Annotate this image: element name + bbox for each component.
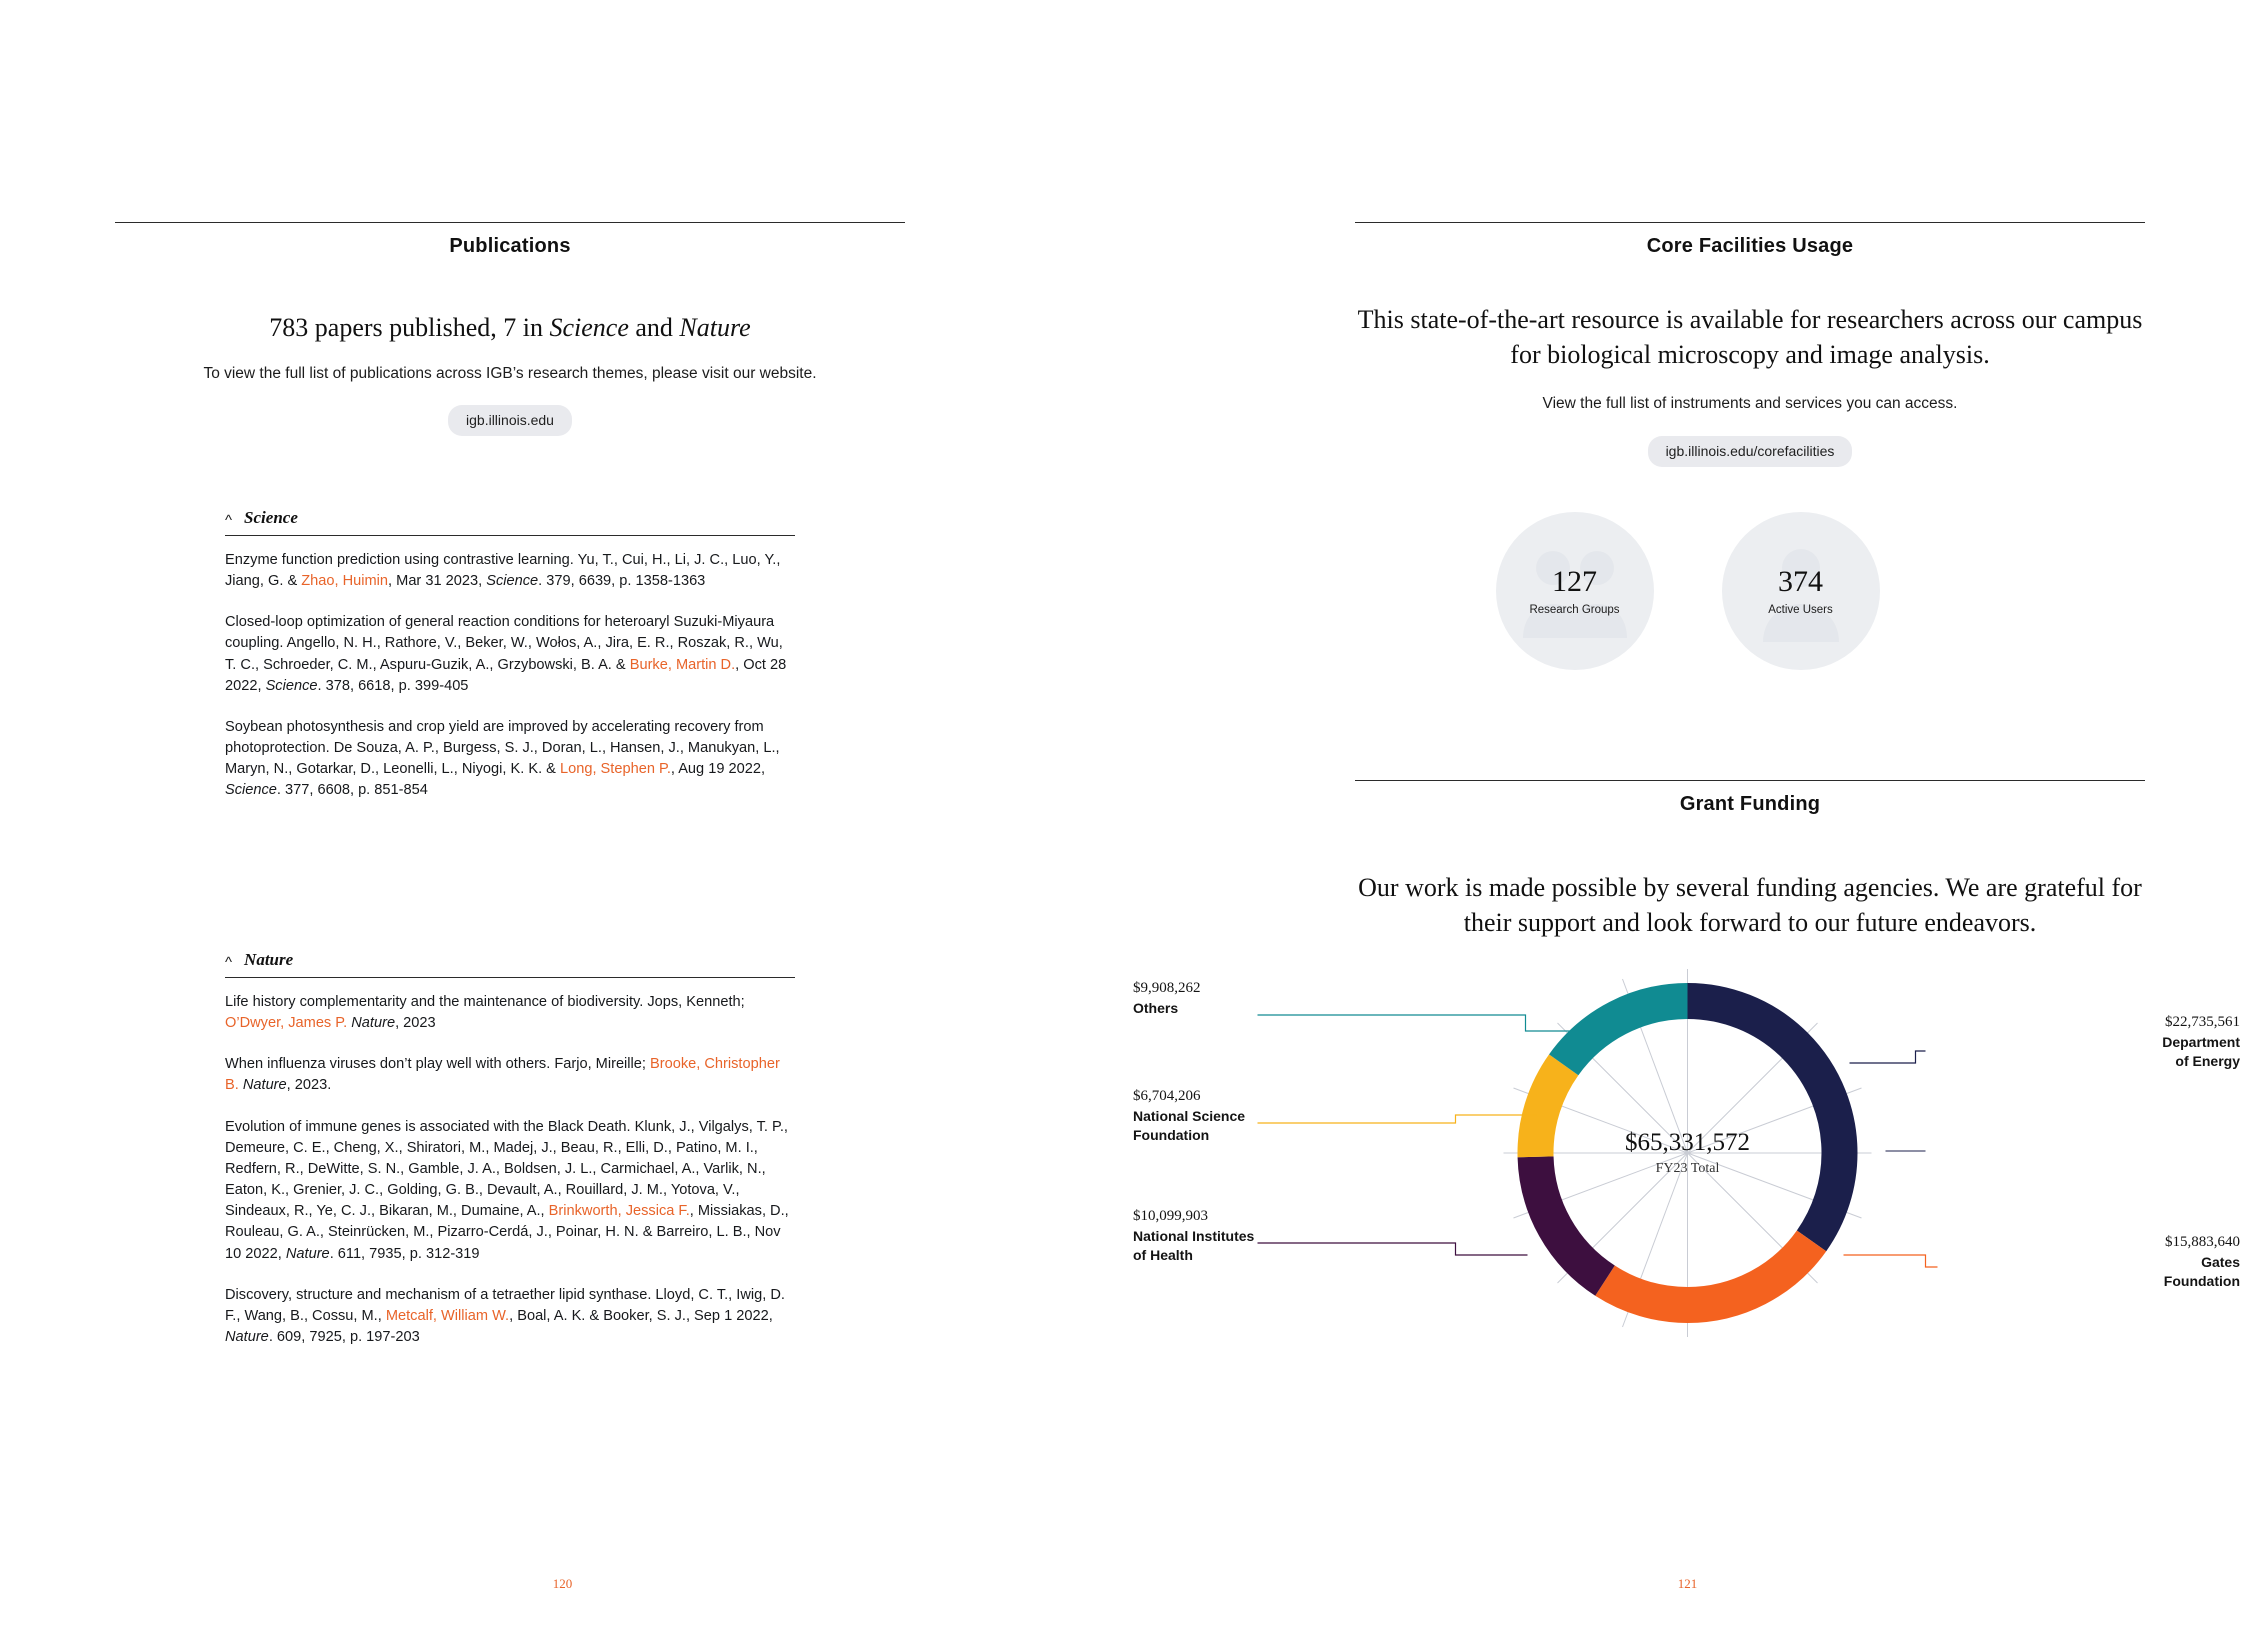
grant-funding-title: Grant Funding <box>1679 793 1821 815</box>
grant-funding-lede-text: Our work is made possible by several funding agencies. We are grateful for their support and look forward to our future endeavors. <box>1358 873 2142 938</box>
citation-highlighted-author[interactable]: Long, Stephen P. <box>559 761 671 778</box>
publication-group-nature <box>225 950 795 1348</box>
callout-national-institutes-of-health <box>1133 1207 1254 1264</box>
publications-subnote <box>115 365 905 383</box>
core-facilities-subnote <box>1355 395 2145 413</box>
list-item <box>225 992 795 1034</box>
header-rule <box>1355 780 2145 781</box>
citation-date: , Aug 19 2022, <box>670 761 766 778</box>
callout-others <box>1133 979 1201 1018</box>
citation-journal: Science <box>265 677 318 694</box>
citation-authors: Closed-loop optimization of general reaction conditions for heteroaryl Suzuki-Miyaura coupling. Angello, N. H., Rathore, V., Beker, W., Wołos, A., Jira, E. R., Roszak, R., Wu, T. C., Schroeder, C. M., Aspuru-Guzik, A., Grzybowski, B. A. & <box>225 614 783 673</box>
callout-name: National Institutes of Health <box>1133 1227 1255 1263</box>
website-link-pill[interactable]: igb.illinois.edu <box>448 405 572 436</box>
group-label-nature: Nature <box>244 950 294 969</box>
grant-funding-chart <box>1125 955 2250 1425</box>
citation-highlighted-author[interactable]: Burke, Martin D. <box>629 656 736 673</box>
callout-amount: $6,704,206 <box>1133 1088 1201 1104</box>
citation-highlighted-author[interactable]: Brinkworth, Jessica F. <box>548 1203 690 1220</box>
citation-journal: Nature <box>351 1015 396 1032</box>
core-facilities-link-wrap <box>1355 436 2145 467</box>
callout-amount: $22,735,561 <box>2165 1014 2240 1030</box>
publication-list-nature <box>225 992 795 1348</box>
core-facilities-title: Core Facilities Usage <box>1646 235 1854 257</box>
connector-doe <box>1849 1051 1925 1063</box>
citation-authors: Discovery, structure and mechanism of a tetraether lipid synthase. Lloyd, C. T., Iwig, D. F., Wang, B., Cossu, M., <box>225 1286 785 1324</box>
citation-date: , Mar 31 2023, <box>388 573 487 590</box>
core-facilities-subnote-text: View the full list of instruments and services you can access. <box>1542 395 1958 412</box>
citation-highlighted-author[interactable]: Metcalf, William W. <box>385 1307 510 1324</box>
list-item <box>225 612 795 697</box>
corefacilities-link-pill[interactable]: igb.illinois.edu/corefacilities <box>1648 436 1853 467</box>
citation-journal: Science <box>225 782 277 799</box>
citation-authors: Evolution of immune genes is associated with the Black Death. Klunk, J., Vilgalys, T. P., Demeure, C. E., Cheng, X., Shiratori, M., Madej, J., Beau, R., Elli, D., Patino, M. I., Redfern, R., DeWitte, S. N., Gamble, J. A., Boldsen, J. L., Carmichael, A., Varlik, N., Eaton, K., Grenier, J. C., Golding, G. B., Devault, A., Rouillard, J. M., Yotova, V., Sindeaux, R., Ye, C. J., Bikaran, M., Dumaine, A., <box>225 1118 788 1220</box>
citation-journal: Nature <box>225 1329 269 1346</box>
people-icon <box>1515 538 1635 663</box>
publications-header <box>115 222 905 258</box>
callout-amount: $10,099,903 <box>1133 1208 1208 1224</box>
citation-locator: . 377, 6608, p. 851-854 <box>276 782 428 799</box>
publication-list-science <box>225 550 795 802</box>
list-item <box>225 550 795 592</box>
callout-amount: $15,883,640 <box>2165 1234 2240 1250</box>
citation-authors: Enzyme function prediction using contrastive learning. Yu, T., Cui, H., Li, J. C., Luo, Y., Jiang, G. & <box>225 552 781 590</box>
right-page <box>1125 0 2250 1650</box>
core-facilities-lede-text: This state-of-the-art resource is available for researchers across our campus for biological microscopy and image analysis. <box>1357 305 2143 370</box>
page-number-left: 120 <box>552 1576 573 1591</box>
lede-prefix: 783 papers published, 7 in <box>269 313 550 342</box>
citation-locator: . 378, 6618, p. 399-405 <box>317 677 469 694</box>
citation-highlighted-author[interactable]: O’Dwyer, James P. <box>225 1015 348 1032</box>
citation-authors: When influenza viruses don’t play well with others. Farjo, Mireille; <box>225 1056 651 1073</box>
citation-locator: , 2023. <box>286 1077 332 1094</box>
donut-center-label <box>1625 1129 1750 1177</box>
grant-funding-header <box>1355 780 2145 816</box>
connector-others <box>1257 1015 1593 1031</box>
lede-mid: and <box>628 313 680 342</box>
publications-lede <box>115 310 905 345</box>
citation-highlighted-author[interactable]: Zhao, Huimin <box>301 573 389 590</box>
stat-caption: Active Users <box>1768 603 1833 616</box>
lede-italic-science: Science <box>549 313 629 342</box>
page-number-right: 121 <box>1677 1576 1698 1591</box>
citation-date: , Missiakas, D., Rouleau, G. A., Steinrücken, M., Pizarro-Cerdá, J., Poinar, H. N. & Barreiro, L. B., Nov 10 2022, <box>225 1203 789 1262</box>
stat-value: 374 <box>1778 564 1823 598</box>
core-facilities-header <box>1355 222 2145 258</box>
citation-journal: Nature <box>242 1077 287 1094</box>
callout-amount: $9,908,262 <box>1133 980 1201 996</box>
donut-total-caption: FY23 Total <box>1655 1161 1720 1176</box>
core-facilities-stats <box>1125 512 2250 670</box>
list-item <box>225 1054 795 1096</box>
callout-name: Gates Foundation <box>2163 1253 2240 1289</box>
donut-total-value: $65,331,572 <box>1625 1129 1750 1156</box>
group-label-science: Science <box>244 508 298 527</box>
publication-group-science <box>225 508 795 802</box>
callout-department-of-energy <box>1990 1013 2240 1070</box>
stat-value: 127 <box>1552 564 1597 598</box>
callout-national-science-foundation <box>1133 1087 1245 1144</box>
publications-link-wrap <box>115 405 905 436</box>
citation-locator: . 379, 6639, p. 1358-1363 <box>538 573 706 590</box>
citation-locator: . 611, 7935, p. 312-319 <box>329 1245 480 1262</box>
header-rule <box>115 222 905 223</box>
callout-name: Department of Energy <box>2162 1033 2240 1069</box>
publications-lede-text <box>115 310 905 345</box>
stat-active-users <box>1722 512 1880 670</box>
citation-highlighted-author[interactable]: Brooke, Christopher B. <box>225 1056 780 1094</box>
lede-italic-nature: Nature <box>679 313 751 342</box>
citation-journal: Nature <box>285 1245 330 1262</box>
callout-gates-foundation <box>1990 1233 2240 1290</box>
citation-locator: . 609, 7925, p. 197-203 <box>268 1329 420 1346</box>
citation-journal: Science <box>486 573 539 590</box>
callout-name: National Science Foundation <box>1133 1107 1246 1143</box>
list-item <box>225 717 795 802</box>
list-item <box>225 1285 795 1348</box>
header-rule <box>1355 222 2145 223</box>
chevron-up-icon[interactable]: ^ <box>225 953 233 971</box>
grant-funding-lede <box>1340 870 2160 940</box>
list-item <box>225 1117 795 1265</box>
chevron-up-icon[interactable]: ^ <box>225 511 233 529</box>
citation-authors: Life history complementarity and the maintenance of biodiversity. Jops, Kenneth; <box>225 994 745 1010</box>
person-icon <box>1741 538 1861 663</box>
callout-name: Others <box>1133 999 1179 1016</box>
page-title: Publications <box>449 235 571 257</box>
core-facilities-lede <box>1355 302 2145 372</box>
connector-gates <box>1843 1255 1937 1267</box>
connector-nsf <box>1257 1115 1537 1123</box>
group-header-science[interactable] <box>225 508 795 536</box>
citation-locator: , 2023 <box>395 1015 436 1032</box>
stat-caption: Research Groups <box>1529 603 1620 616</box>
citation-authors: Soybean photosynthesis and crop yield are improved by accelerating recovery from photoprotection. De Souza, A. P., Burgess, S. J., Doran, L., Hansen, J., Manukyan, L., Maryn, N., Gotarkar, D., Leonelli, L., Niyogi, K. K. & <box>225 718 780 778</box>
publications-subnote-text: To view the full list of publications across IGB’s research themes, please visit our website. <box>203 365 817 382</box>
citation-date: , Oct 28 2022, <box>225 656 787 694</box>
connector-nih <box>1257 1243 1527 1255</box>
group-header-nature[interactable] <box>225 950 795 978</box>
stat-research-groups <box>1496 512 1654 670</box>
citation-date: , Boal, A. K. & Booker, S. J., Sep 1 2022, <box>509 1307 773 1324</box>
